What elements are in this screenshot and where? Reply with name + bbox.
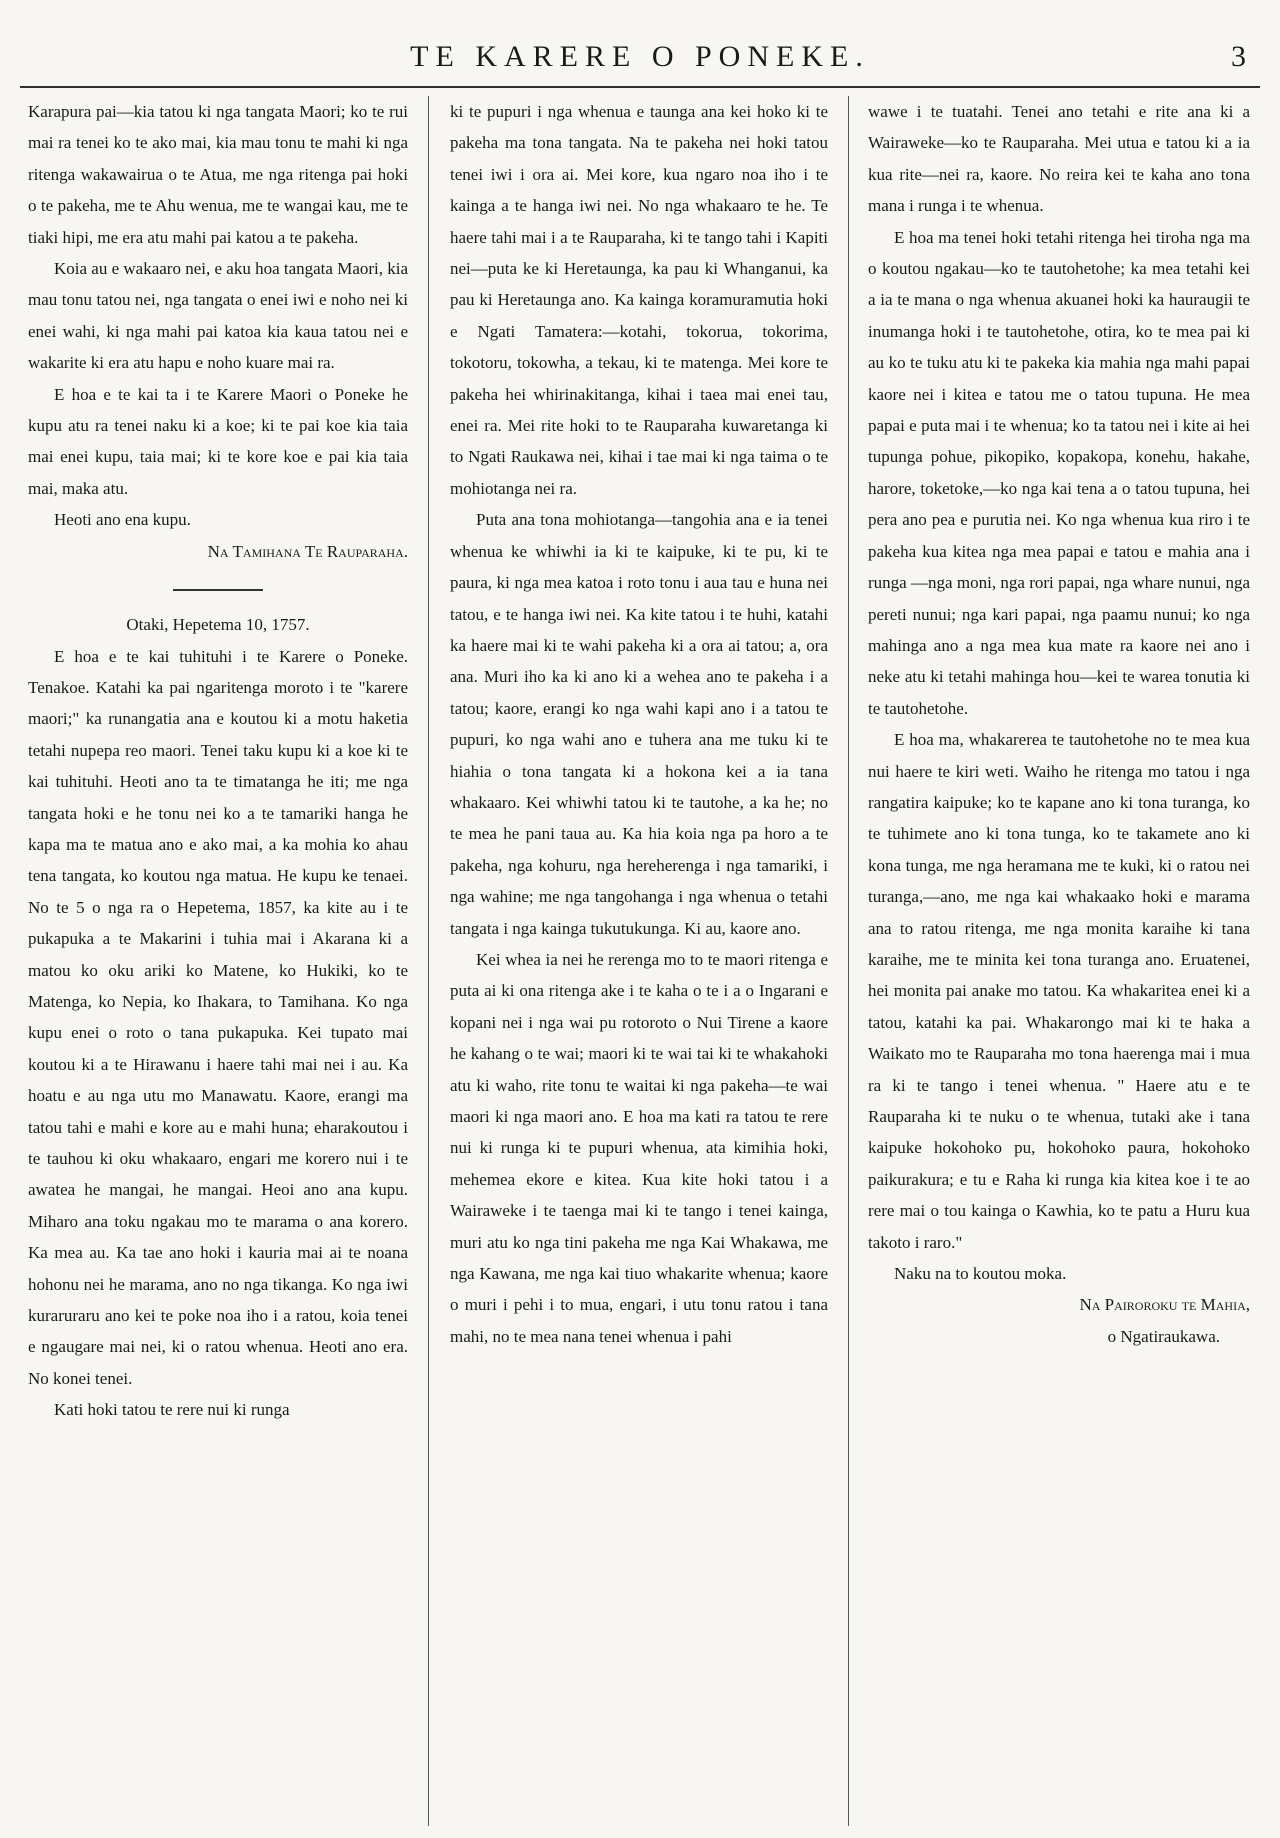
paragraph: Puta ana tona mohiotanga—tangohia ana e ia tenei whenua ke whiwhi ia ki te kaipuke, ki te pu, ki te paura, ki nga mea katoa i roto tonu i aua tau e huna nei tatou, e te hanga iwi nei. Ka kite tatou i te huhi, katahi ka haere mai ki te wahi pakeha ki a ora ai tatou; a, ora ana. Muri iho ka ki ano ki a wehea ano te pakeha i a tatou; kaore, erangi ko nga wahi kapi ano i a tatou te pupuri, ko nga wahi ano e tuhera ana me tuku ki te hiahia o tona tangata ki a hokona kei a ia tana whakaaro. Kei whiwhi tatou ki te tautohe, a ka he; no te mea he pani taua au. Ka hia koia nga pa horo a te pakeha, nga kohuru, nga hereherenga i nga tamariki, i nga wahine; me nga tangohanga i nga whenua o tetahi tangata i nga kainga tukutukunga. Ki au, kaore ano.	[450, 510, 828, 938]
paragraph: Kei whea ia nei he rerenga mo to te maori ritenga e puta ai ki ona ritenga ake i te kaha o te i a o Ingarani e kopani nei i nga wai pu rotoroto o Nui Tirene a kaore he kahang o te wai; maori ki te wai tai ki te whakahoki atu ki waho, rite tonu te waitai ki nga pakeha—te wai maori ki nga maori ano. E hoa ma kati ra tatou te rere nui ki runga ki te pupuri whenua, ata kimihia hoki, mehemea ekore e kitea. Kua kite hoki tatou i a Wairaweke i te taenga mai ki te tango i tenei kainga, muri atu ko nga tini pakeha me nga Kai Whakawa, me nga Kawana, me nga kai tiuo whakarite whenua; kaore o muri i pehi i to mua, engari, i utu tonu ratou i tana mahi, no te mea nana tenei whenua i pahi	[450, 949, 828, 1346]
column-1	[28, 96, 408, 1826]
column-divider	[848, 96, 849, 1826]
paragraph: ki te pupuri i nga whenua e taunga ana kei hoko ki te pakeha ma tona tangata. Na te pakeha nei hoki tatou tenei iwi i ora ai. Mei kore, kua ngaro noa iho i te kainga a te hanga iwi nei. No nga whakaaro te he. Te haere tahi mai i a te Rauparaha, ki te tango tahi i Kapiti nei—puta ke ki Heretaunga, ka pau ki Whanganui, ka pau ki Heretaunga ano. Ka kainga koramuramutia hoki e Ngati Tamatera:—kotahi, tokorua, tokorima, tokotoru, tokowha, a tekau, ki te matenga. Mei kore te pakeha hei whirinakitanga, kihai i taea mai enei tau, enei ra. Mei rite hoki to te Rauparaha kuwaretanga ki to Ngati Raukawa nei, kihai i tae mai ki nga taima o te mohiotanga nei ra.	[450, 102, 828, 498]
paragraph: Heoti ano ena kupu.	[54, 510, 191, 530]
paragraph: Karapura pai—kia tatou ki nga tangata Maori; ko te rui mai ra tenei ko te ako mai, kia mau tonu te mahi ki nga ritenga wakawairua o te Atua, me nga ritenga pai hoki o te pakeha, me te Ahu wenua, me te wangai kau, me te tiaki hipi, me era atu mahi pai katou a te pakeha.	[28, 102, 408, 247]
column-divider	[428, 96, 429, 1826]
signature-tribe: o Ngatiraukawa.	[1107, 1326, 1220, 1346]
paragraph: Koia au e wakaaro nei, e aku hoa tangata Maori, kia mau tonu tatou nei, nga tangata o enei iwi e noho nei ki enei wahi, ki nga mahi pai katoa kia kaua tatou nei e wakarite ki era atu hapu e noho kuare mai ra.	[28, 259, 408, 373]
page-header	[20, 40, 1260, 80]
paragraph: E hoa ma tenei hoki tetahi ritenga hei tiroha nga ma o koutou ngakau—ko te tautohetohe; ka mea tetahi kei a ia te mana o nga whenua akuanei hoki ka hauraugii te inumanga hoki i te tautohetohe, otira, ko te mea pai ki au ko te tuku atu ki te pakeka kia mahia nga mahi papai kaore nei i kitea e tatou me o tatou tupuna. He mea papai e puta mai i te whenua; ko ta tatou nei i kite ai hei tupunga pohue, pikopiko, kopakopa, konehu, hakahe, harore, toketoke,—ko nga kai tena a o tatou tupuna, hei pera ano pea e purutia nei. Ko nga whenua kua riro i te pakeha kua kitea nga mea papai e tatou e mahia ana i runga —nga moni, nga rori papai, nga whare nunui, nga pereti nunui; nga kari papai, nga paamu nunui; ko nga mahinga ano a nga mea kua mate ra kaore nei ano i neke atu ki tetahi mahinga hou—kei te warea tonutia ki te tautohetohe.	[868, 227, 1250, 718]
signature: Na Tamihana Te Rauparaha.	[207, 541, 408, 561]
column-3	[868, 96, 1250, 1826]
page-number: 3	[1231, 40, 1246, 73]
dateline: Otaki, Hepetema 10, 1757.	[126, 615, 310, 635]
paragraph: E hoa ma, whakarerea te tautohetohe no te mea kua nui haere te kiri weti. Waiho he ritenga mo tatou i nga rangatira kaipuke; ko te kapane ano ki tona turanga, ko te tuhimete ano ki tona tunga, ko te takamete ano ki kona tunga, me nga heramana me te kuki, ki o ratou nei turanga,—ano, me nga kai whakaako hoki e marama ana to ratou ritenga, me nga monita karaihe ki tana karaihe, me te minita kei tona turanga ano. Eruatenei, hei monita pai anake mo tatou. Ka whakaritea enei ki a tatou, katahi ka pai. Whakarongo mai ki te haka a Waikato mo te Rauparaha mo tona haerenga mai i mua ra ki te tango i tenei whenua. " Haere atu e te Rauparaha ki te nuku o te whenua, tutaki ake i tana kaipuke hokohoko pu, hokohoko paura, hokohoko paikurakura; e tu e Raha ki runga kia kitea koe i te ao rere mai o tou kainga o Kawhia, ko te patu a Huru kua takoto i raro."	[868, 730, 1250, 1252]
paragraph: Kati hoki tatou te rere nui ki runga	[54, 1400, 290, 1420]
paragraph: E hoa e te kai tuhituhi i te Karere o Poneke. Tenakoe. Katahi ka pai ngaritenga moroto i te "karere maori;" ka runangatia ana e koutou ki a motu haketia tetahi nupepa reo maori. Tenei taku kupu ki a koe ki te kai tuhituhi. Heoti ano ta te timatanga he iti; me nga tangata hoki e he tonu nei ko a te tamariki hanga he kapa ma te matua ano e ako mai, a ka mohia ko ahau tena tangata, ko koutou nga matua. He kupu ke tenaei. No te 5 o nga ra o Hepetema, 1857, ka kite au i te pukapuka a te Makarini i tuhia mai i Akarana ki a matou ko oku ariki ko Matene, ko Hukiki, ko te Matenga, ko Nepia, ko Ihakara, to Tamihana. Ko nga kupu enei o roto o tana pukapuka. Kei tupato mai koutou ki a te Hirawanu i haere tahi mai nei i au. Ka hoatu e au nga utu mo Manawatu. Kaore, erangi ma tatou tahi e mahi e kore au e mahi huna; eharakoutou i te tauhou ki oku whakaaro, engari me korero nui i te awatea he mangai, he mangai. Heoi ano ana kupu. Miharo ana toku ngakau mo te marama o ana korero. Ka mea au. Ka tae ano hoki i kauria mai ai te noana hohonu nei he marama, ano no nga tikanga. Ko nga iwi kuraruraru ano kei te poke noa iho i a ratou, koia tenei e ngaugare mai nei, ki o ratou whenua. Heoti ano era. No konei tenei.	[28, 646, 408, 1388]
header-rule	[20, 86, 1260, 88]
paragraph: wawe i te tuatahi. Tenei ano tetahi e rite ana ki a Wairaweke—ko te Rauparaha. Mei utua e tatou ki a ia kua rite—nei ra, kaore. No reira kei te kaha ano tona mana i runga i te whenua.	[868, 102, 1250, 216]
signature: Na Pairoroku te Mahia,	[1079, 1295, 1250, 1315]
paragraph: Naku na to koutou moka.	[894, 1264, 1067, 1284]
section-separator	[173, 589, 263, 591]
newspaper-title: TE KARERE O PONEKE.	[410, 40, 870, 73]
column-2	[450, 96, 828, 1826]
paragraph: E hoa e te kai ta i te Karere Maori o Poneke he kupu atu ra tenei naku ki a koe; ki te pai koe kia taia mai enei kupu, taia mai; ki te kore koe e pai kia taia mai, maka atu.	[28, 384, 408, 498]
